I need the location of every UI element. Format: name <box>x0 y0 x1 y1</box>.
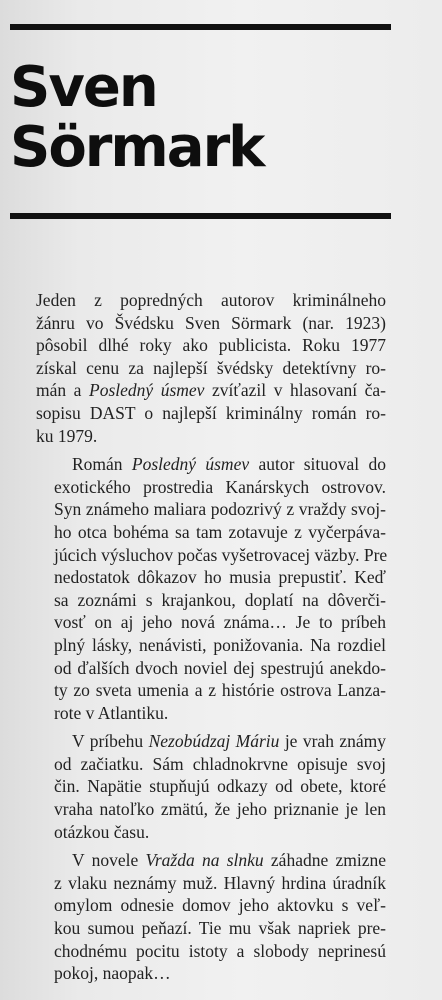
text-line: z vlaku neznámy muž. Hlavný hrdina úradník <box>54 872 386 893</box>
text-line: od ďalších dvoch noviel dej spestrujú anekdo- <box>54 657 386 678</box>
text-line: ho otca bohéma sa tam zotavuje z vyčerpáva- <box>54 521 386 542</box>
text-line: Román Posledný úsmev autor situoval do <box>72 454 386 475</box>
text-line: kou sumou peňazí. Tie mu však napriek pre- <box>54 918 386 939</box>
text-line: od začiatku. Sám chladnokrvne opisuje svoj <box>54 753 386 774</box>
author-first-name: Sven <box>10 55 157 120</box>
author-name <box>10 55 264 180</box>
bottom-rule <box>10 213 391 219</box>
paragraph-nezobudzaj-mariu <box>36 730 386 843</box>
text-line: sopisu DAST o najlepší kriminálny román ro- <box>36 402 386 423</box>
blurb-text <box>36 289 386 991</box>
author-last-name: Sörmark <box>10 115 264 180</box>
text-line: vraha natoľko zmätú, že jeho priznanie je len <box>54 799 386 820</box>
text-line: pôsobil dlhé roky ako publicista. Roku 1977 <box>36 335 386 356</box>
paragraph-posledny-usmev <box>36 453 386 724</box>
text-line: plný lásky, nenávisti, ponižovania. Na rozdiel <box>54 634 386 655</box>
text-line: Jeden z popredných autorov kriminálneho <box>36 290 386 310</box>
text-line: nedostatok dôkazov ho musia prepustiť. Keď <box>54 567 386 588</box>
paragraph-intro <box>36 289 386 447</box>
text-line: pokoj, naopak… <box>54 963 171 984</box>
text-line: vosť on aj jeho nová známa… Je to príbeh <box>54 612 386 633</box>
text-line: ku 1979. <box>36 425 98 446</box>
paragraph-vrazda-na-slnku <box>36 849 386 985</box>
text-line: získal cenu za najlepší švédsky detektívny ro- <box>36 357 386 378</box>
text-line: exotického prostredia Kanárskych ostrovov. <box>54 476 386 497</box>
top-rule <box>10 24 391 30</box>
text-line: omylom odnesie domov jeho aktovku s veľ- <box>54 895 386 916</box>
text-line: sa zoznámi s krajankou, doplatí na dôverči- <box>54 589 386 610</box>
text-line: rote v Atlantiku. <box>54 702 169 723</box>
text-line: mán a Posledný úsmev zvíťazil v hlasovaní ča- <box>36 380 386 401</box>
text-line: júcich výsluchov počas vyšetrovacej väzby. Pre <box>54 544 388 565</box>
text-line: ty zo sveta umenia a z histórie ostrova Lanza- <box>54 680 386 701</box>
text-line: čin. Napätie stupňujú odkazy od obete, ktoré <box>54 776 386 797</box>
text-line: chodnému pocitu istoty a slobody neprinesú <box>54 940 386 961</box>
text-line: otázkou času. <box>54 821 150 842</box>
text-line: V novele Vražda na slnku záhadne zmizne <box>72 850 387 871</box>
text-line: Syn známeho maliara podozrivý z vraždy svoj- <box>54 499 386 520</box>
text-line: V príbehu Nezobúdzaj Máriu je vrah známy <box>72 731 386 752</box>
text-line: žánru vo Švédsku Sven Sörmark (nar. 1923) <box>36 312 386 333</box>
